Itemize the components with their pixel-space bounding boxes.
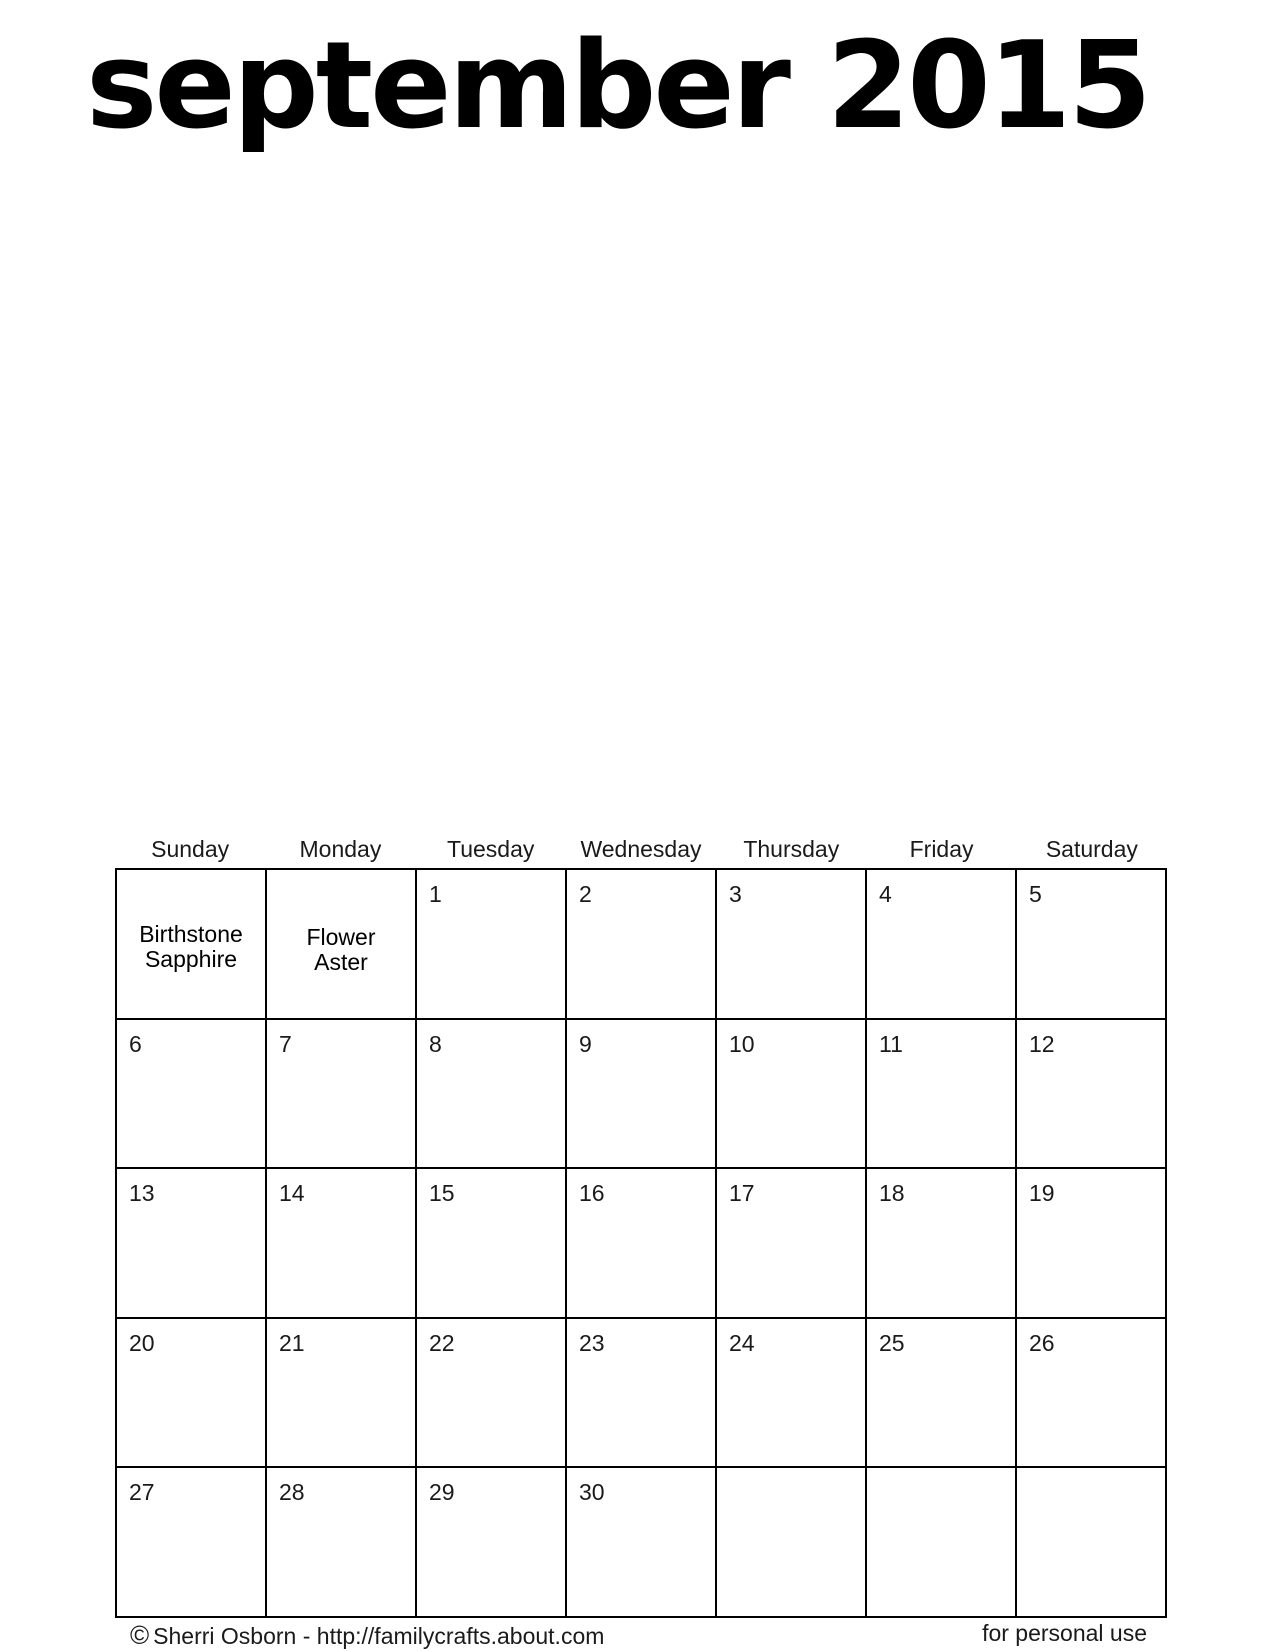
day-number: 8 bbox=[429, 1030, 442, 1057]
calendar-week-4 bbox=[116, 1318, 1166, 1468]
footer-usage: for personal use bbox=[982, 1620, 1147, 1646]
day-cell bbox=[866, 1019, 1016, 1169]
day-number: 3 bbox=[729, 881, 742, 907]
day-cell bbox=[566, 1318, 716, 1468]
day-number: 27 bbox=[129, 1479, 155, 1506]
day-cell bbox=[116, 1467, 266, 1617]
weekday-sunday: Sunday bbox=[151, 836, 230, 862]
day-cell bbox=[566, 1467, 716, 1617]
day-cell bbox=[416, 869, 566, 1019]
day-cell bbox=[1016, 1318, 1166, 1468]
day-cell bbox=[566, 869, 716, 1019]
page-title: september 2015 bbox=[86, 17, 1149, 156]
day-cell bbox=[1016, 869, 1166, 1019]
day-number: 23 bbox=[579, 1329, 605, 1356]
day-cell bbox=[116, 1019, 266, 1169]
flower-note bbox=[267, 925, 415, 975]
day-number: 14 bbox=[279, 1180, 305, 1207]
day-cell bbox=[116, 1318, 266, 1468]
day-number: 25 bbox=[879, 1329, 905, 1356]
day-number: 17 bbox=[729, 1180, 755, 1207]
calendar-grid bbox=[115, 868, 1167, 1618]
calendar-week-3 bbox=[116, 1168, 1166, 1318]
day-cell bbox=[866, 869, 1016, 1019]
weekday-monday: Monday bbox=[299, 836, 382, 862]
day-cell bbox=[866, 1318, 1016, 1468]
day-cell bbox=[566, 1019, 716, 1169]
day-cell bbox=[416, 1168, 566, 1318]
birthstone-label: Birthstone bbox=[139, 921, 243, 947]
day-cell bbox=[266, 1168, 416, 1318]
weekday-tuesday: Tuesday bbox=[447, 836, 535, 862]
day-cell bbox=[716, 1318, 866, 1468]
flower-label: Flower bbox=[306, 924, 376, 950]
calendar-week-1 bbox=[116, 869, 1166, 1019]
day-number: 1 bbox=[429, 881, 442, 907]
day-number: 29 bbox=[429, 1479, 455, 1506]
day-cell bbox=[716, 1168, 866, 1318]
day-cell bbox=[266, 1019, 416, 1169]
weekday-friday: Friday bbox=[909, 836, 974, 862]
day-cell bbox=[266, 1318, 416, 1468]
day-number: 18 bbox=[879, 1180, 905, 1207]
day-cell bbox=[116, 1168, 266, 1318]
day-cell bbox=[1016, 1019, 1166, 1169]
day-cell bbox=[866, 1168, 1016, 1318]
day-cell bbox=[716, 1467, 866, 1617]
day-number: 7 bbox=[279, 1030, 292, 1057]
day-cell bbox=[866, 1467, 1016, 1617]
day-number: 13 bbox=[129, 1180, 155, 1207]
flower-value: Aster bbox=[314, 949, 368, 975]
day-number: 24 bbox=[729, 1329, 755, 1356]
day-number: 9 bbox=[579, 1030, 592, 1057]
day-cell bbox=[416, 1467, 566, 1617]
day-cell bbox=[1016, 1168, 1166, 1318]
day-number: 6 bbox=[129, 1030, 142, 1057]
day-cell bbox=[416, 1318, 566, 1468]
footer-credit bbox=[130, 1620, 604, 1651]
day-number: 19 bbox=[1029, 1180, 1055, 1207]
day-number: 2 bbox=[579, 881, 592, 907]
weekday-wednesday: Wednesday bbox=[580, 836, 702, 862]
day-number: 10 bbox=[729, 1030, 755, 1057]
day-number: 26 bbox=[1029, 1329, 1055, 1356]
day-number: 28 bbox=[279, 1479, 305, 1506]
day-cell bbox=[1016, 1467, 1166, 1617]
day-number: 21 bbox=[279, 1329, 305, 1356]
copyright-icon: © bbox=[130, 1620, 150, 1650]
day-number: 4 bbox=[879, 881, 892, 907]
day-number: 20 bbox=[129, 1329, 155, 1356]
day-number: 11 bbox=[879, 1030, 903, 1057]
birthstone-value: Sapphire bbox=[144, 946, 238, 972]
weekday-saturday: Saturday bbox=[1045, 836, 1138, 862]
day-cell bbox=[566, 1168, 716, 1318]
day-number: 15 bbox=[429, 1180, 455, 1207]
day-number: 30 bbox=[579, 1479, 605, 1506]
weekday-thursday: Thursday bbox=[743, 836, 840, 862]
birthstone-note bbox=[117, 922, 265, 972]
day-number: 12 bbox=[1029, 1030, 1055, 1057]
calendar-week-2 bbox=[116, 1019, 1166, 1169]
day-number: 16 bbox=[579, 1180, 605, 1207]
weekday-header-row bbox=[115, 832, 1167, 866]
day-cell bbox=[266, 869, 416, 1019]
day-number: 5 bbox=[1029, 881, 1042, 907]
day-cell bbox=[416, 1019, 566, 1169]
day-cell bbox=[116, 869, 266, 1019]
day-number: 22 bbox=[429, 1329, 455, 1356]
footer-credit-text: Sherri Osborn - http://familycrafts.about.com bbox=[153, 1623, 605, 1649]
day-cell bbox=[716, 1019, 866, 1169]
day-cell bbox=[266, 1467, 416, 1617]
calendar-week-5 bbox=[116, 1467, 1166, 1617]
day-cell bbox=[716, 869, 866, 1019]
